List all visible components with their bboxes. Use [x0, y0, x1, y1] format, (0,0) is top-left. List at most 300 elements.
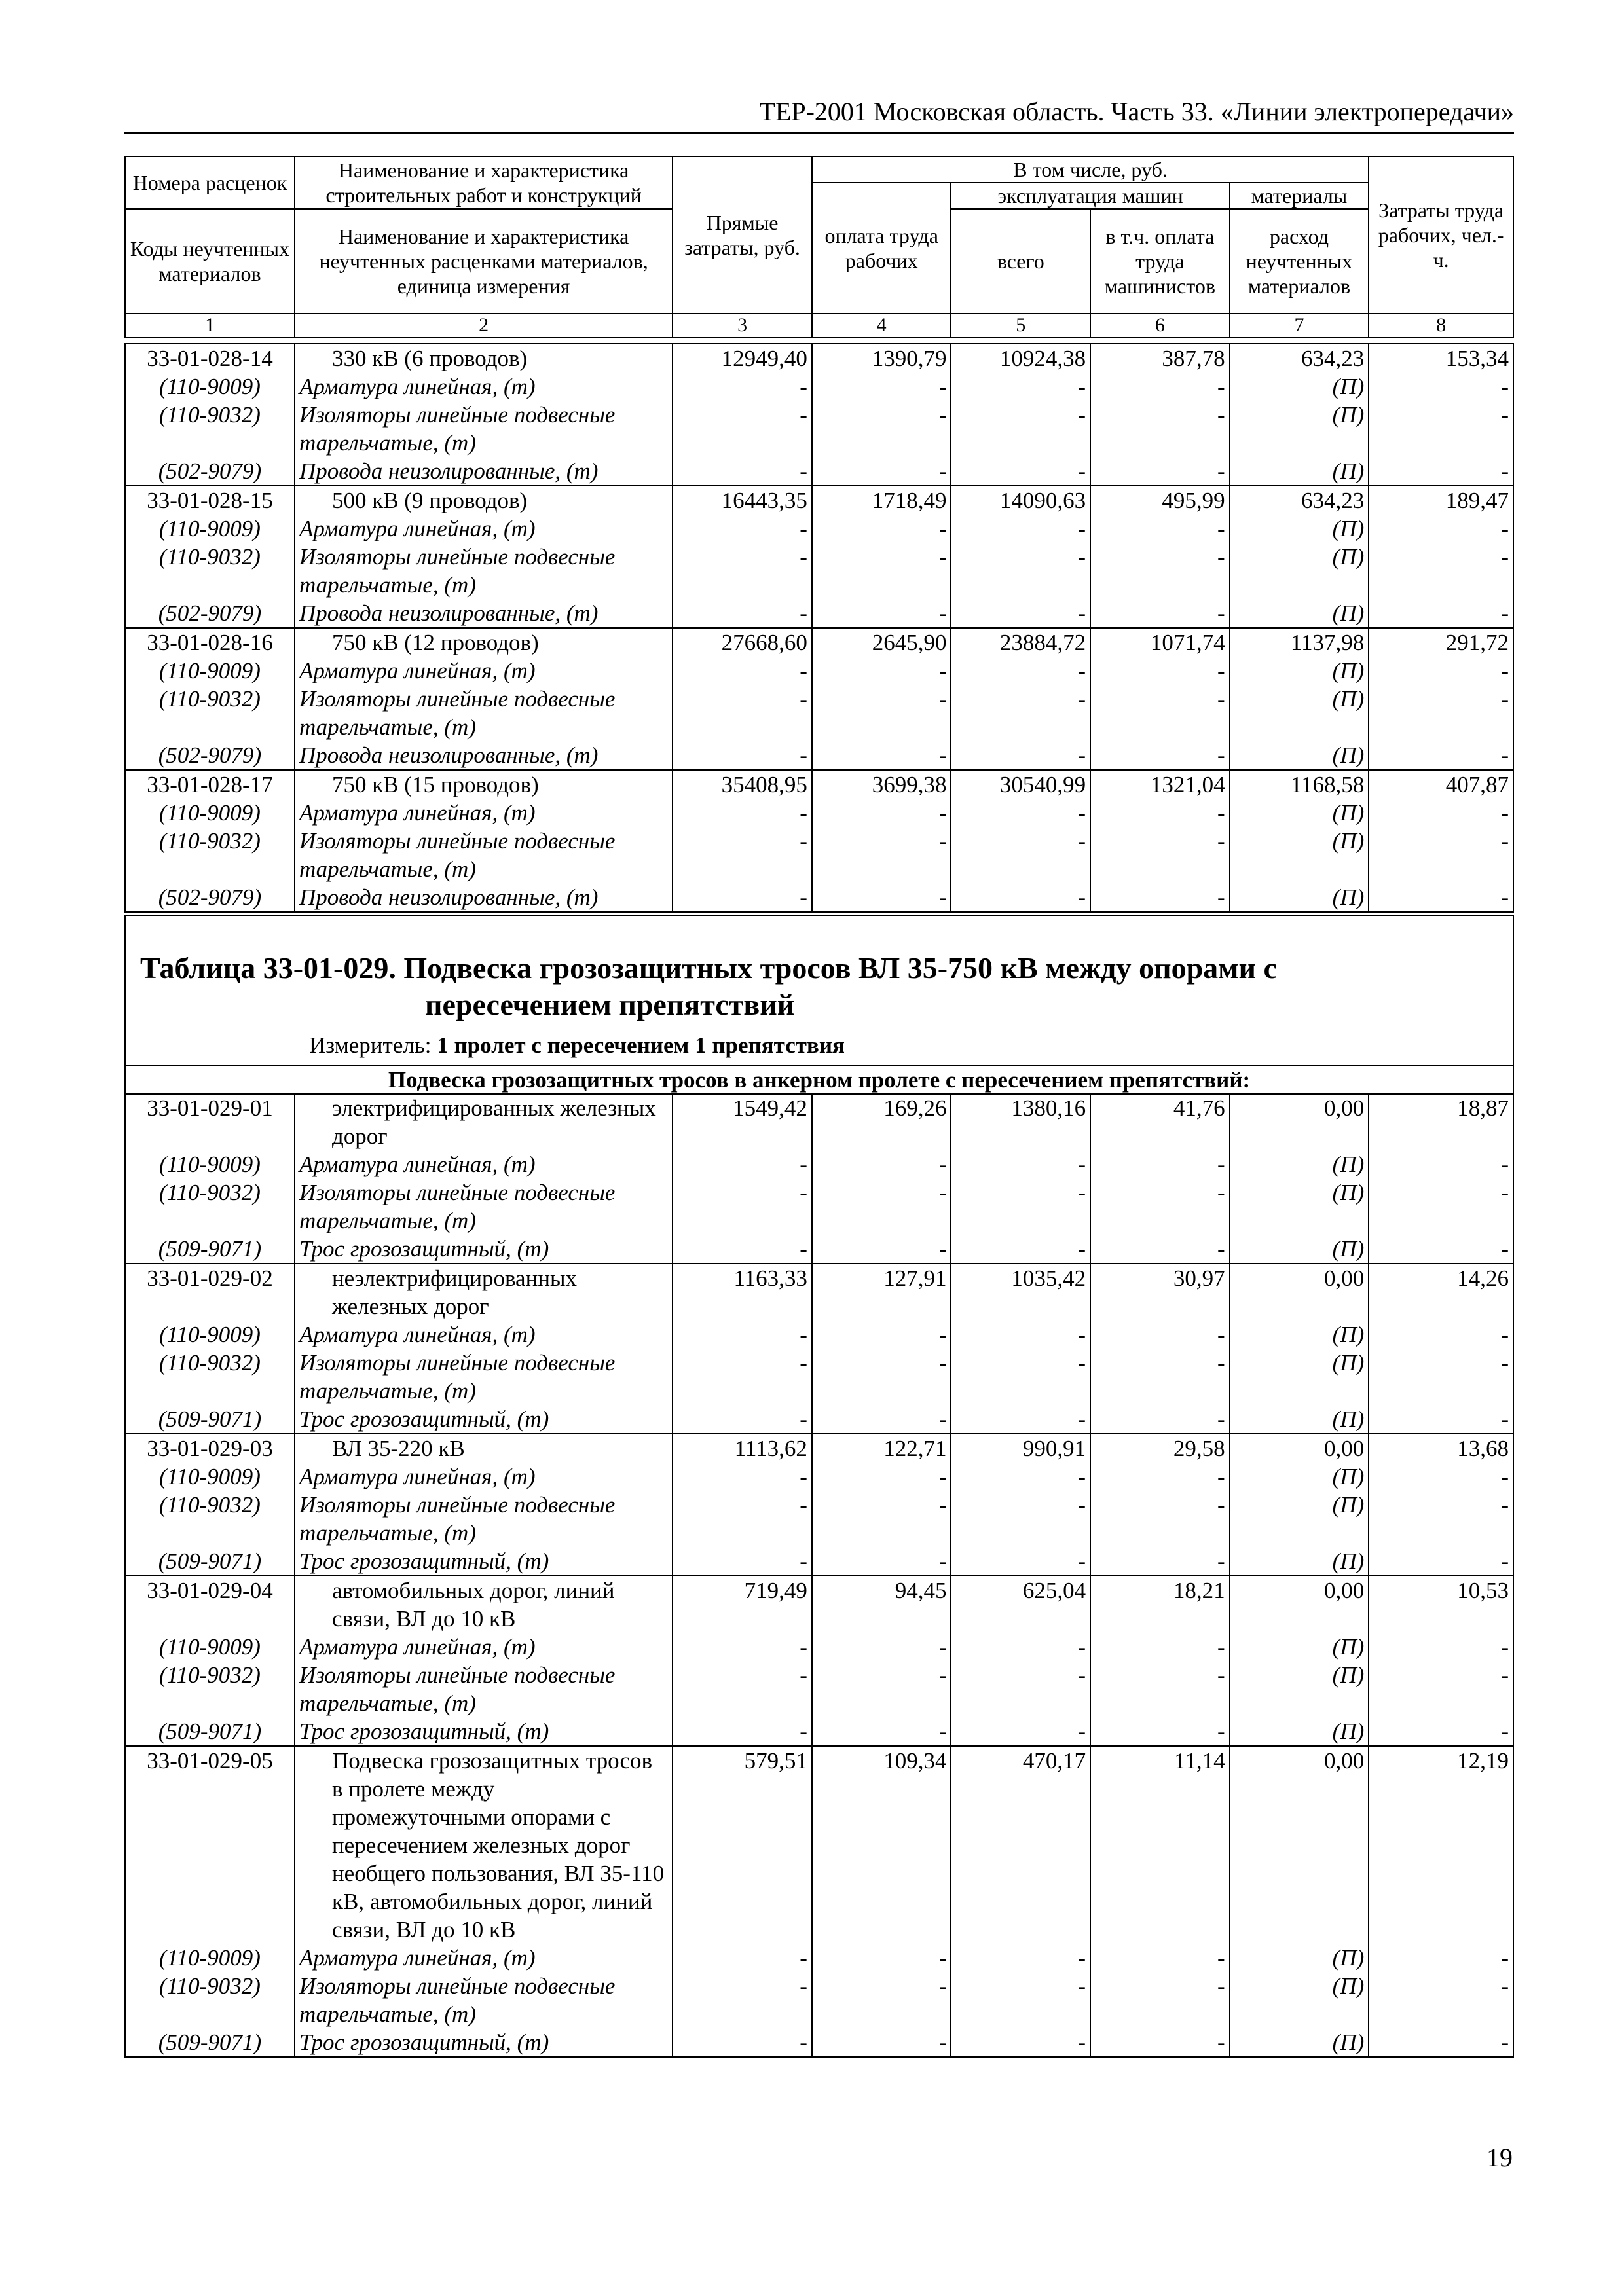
material-row [125, 799, 1513, 827]
material-dash: - [1090, 1717, 1230, 1746]
material-code: (509-9071) [125, 1717, 295, 1746]
material-dash: - [1090, 883, 1230, 912]
material-code: (502-9079) [125, 599, 295, 628]
col-header-worker-pay: оплата труда рабочих [812, 183, 951, 314]
rate-value: 127,91 [812, 1264, 951, 1321]
material-dash: - [951, 1944, 1090, 1972]
rate-value: 1137,98 [1230, 628, 1369, 657]
material-dash: - [1369, 1972, 1513, 2028]
rate-name: 330 кВ (6 проводов) [295, 344, 673, 373]
material-row [125, 457, 1513, 486]
material-name: Изоляторы линейные подвесные тарельчатые, (т) [295, 1349, 673, 1405]
material-dash: - [1090, 1491, 1230, 1547]
material-dash: - [1090, 401, 1230, 457]
material-name: Провода неизолированные, (т) [295, 599, 673, 628]
rate-value: 169,26 [812, 1093, 951, 1150]
material-row [125, 657, 1513, 685]
col-header-work-name: Наименование и характеристика строительных работ и конструкций [295, 156, 673, 209]
material-name: Арматура линейная, (т) [295, 799, 673, 827]
rate-value: 30540,99 [951, 770, 1090, 799]
material-code: (110-9032) [125, 401, 295, 457]
rate-value: 94,45 [812, 1576, 951, 1633]
material-dash: - [951, 543, 1090, 599]
material-dash: - [951, 2028, 1090, 2057]
rate-value: 29,58 [1090, 1434, 1230, 1463]
material-dash: - [1090, 373, 1230, 401]
rate-code: 33-01-028-16 [125, 628, 295, 657]
rate-name: 750 кВ (12 проводов) [295, 628, 673, 657]
material-row [125, 1178, 1513, 1235]
material-dash: - [673, 373, 812, 401]
material-dash: - [1369, 1633, 1513, 1661]
material-dash: - [812, 1633, 951, 1661]
material-dash: - [812, 515, 951, 543]
material-row [125, 2028, 1513, 2057]
material-name: Арматура линейная, (т) [295, 1463, 673, 1491]
material-unit: (П) [1230, 1150, 1369, 1178]
rate-value: 1168,58 [1230, 770, 1369, 799]
rate-row [125, 1264, 1513, 1321]
material-dash: - [812, 1463, 951, 1491]
material-dash: - [951, 401, 1090, 457]
material-code: (502-9079) [125, 457, 295, 486]
material-dash: - [812, 1405, 951, 1434]
rate-name: 750 кВ (15 проводов) [295, 770, 673, 799]
material-dash: - [951, 457, 1090, 486]
material-dash: - [812, 1972, 951, 2028]
material-dash: - [1369, 1944, 1513, 1972]
material-row [125, 1633, 1513, 1661]
material-unit: (П) [1230, 1491, 1369, 1547]
table-029-title-block [124, 915, 1514, 1066]
material-dash: - [951, 373, 1090, 401]
material-dash: - [1090, 741, 1230, 770]
material-dash: - [951, 599, 1090, 628]
material-dash: - [812, 685, 951, 741]
rate-value: 1549,42 [673, 1093, 812, 1150]
material-dash: - [1090, 2028, 1230, 2057]
material-code: (110-9032) [125, 1491, 295, 1547]
material-unit: (П) [1230, 1972, 1369, 2028]
material-code: (110-9032) [125, 1661, 295, 1717]
material-dash: - [951, 685, 1090, 741]
rate-code: 33-01-029-01 [125, 1093, 295, 1150]
material-dash: - [812, 1150, 951, 1178]
material-dash: - [1369, 1547, 1513, 1576]
material-dash: - [812, 401, 951, 457]
rates-table-028 [124, 343, 1514, 913]
material-code: (110-9032) [125, 1178, 295, 1235]
material-dash: - [812, 457, 951, 486]
rate-value: 18,87 [1369, 1093, 1513, 1150]
material-dash: - [812, 1321, 951, 1349]
material-dash: - [1090, 457, 1230, 486]
material-dash: - [673, 1491, 812, 1547]
material-dash: - [1369, 401, 1513, 457]
material-code: (110-9009) [125, 1633, 295, 1661]
rate-value: 634,23 [1230, 486, 1369, 515]
rate-name: ВЛ 35-220 кВ [295, 1434, 673, 1463]
col-header-rate-numbers: Номера расценок [125, 156, 295, 209]
material-row [125, 1349, 1513, 1405]
material-dash: - [812, 883, 951, 912]
material-dash: - [951, 1235, 1090, 1264]
material-dash: - [1369, 1491, 1513, 1547]
material-code: (509-9071) [125, 1547, 295, 1576]
rate-value: 407,87 [1369, 770, 1513, 799]
material-unit: (П) [1230, 741, 1369, 770]
material-row [125, 1972, 1513, 2028]
material-name: Арматура линейная, (т) [295, 1321, 673, 1349]
rate-value: 1380,16 [951, 1093, 1090, 1150]
material-dash: - [951, 1405, 1090, 1434]
material-row [125, 685, 1513, 741]
material-unit: (П) [1230, 457, 1369, 486]
rate-value: 10924,38 [951, 344, 1090, 373]
material-dash: - [951, 741, 1090, 770]
material-dash: - [951, 1547, 1090, 1576]
material-dash: - [1369, 741, 1513, 770]
rate-value: 122,71 [812, 1434, 951, 1463]
material-code: (502-9079) [125, 883, 295, 912]
table-029-title [140, 950, 1502, 1023]
material-dash: - [1090, 1178, 1230, 1235]
col-header-group-including: В том числе, руб. [812, 156, 1369, 183]
column-number-row [125, 314, 1513, 337]
col-header-operator-pay: в т.ч. оплата труда машинистов [1090, 209, 1230, 314]
material-dash: - [1090, 1349, 1230, 1405]
material-row [125, 1321, 1513, 1349]
rate-value: 719,49 [673, 1576, 812, 1633]
material-dash: - [1090, 685, 1230, 741]
material-dash: - [951, 1717, 1090, 1746]
material-dash: - [673, 1463, 812, 1491]
rate-value: 109,34 [812, 1746, 951, 1944]
rate-value: 1071,74 [1090, 628, 1230, 657]
material-dash: - [1369, 1235, 1513, 1264]
material-dash: - [1369, 827, 1513, 883]
rate-row [125, 770, 1513, 799]
material-dash: - [673, 1633, 812, 1661]
rate-code: 33-01-029-02 [125, 1264, 295, 1321]
material-row [125, 515, 1513, 543]
material-dash: - [812, 1717, 951, 1746]
material-row [125, 1463, 1513, 1491]
rate-value: 14090,63 [951, 486, 1090, 515]
material-dash: - [951, 1463, 1090, 1491]
material-unit: (П) [1230, 1463, 1369, 1491]
material-dash: - [951, 1349, 1090, 1405]
material-unit: (П) [1230, 883, 1369, 912]
table-029-subheader: Подвеска грозозащитных тросов в анкерном пролете с пересечением препятствий: [124, 1065, 1514, 1095]
rate-value: 0,00 [1230, 1576, 1369, 1633]
material-row [125, 1491, 1513, 1547]
material-row [125, 1717, 1513, 1746]
rate-value: 35408,95 [673, 770, 812, 799]
table-029-title-line2: пересечением препятствий [425, 988, 795, 1021]
rate-row [125, 628, 1513, 657]
material-dash: - [812, 599, 951, 628]
column-number: 8 [1369, 314, 1513, 337]
material-row [125, 1150, 1513, 1178]
material-unit: (П) [1230, 1235, 1369, 1264]
material-dash: - [1090, 1321, 1230, 1349]
rate-name: автомобильных дорог, линий связи, ВЛ до 10 кВ [295, 1576, 673, 1633]
table-029-title-line1: Таблица 33-01-029. Подвеска грозозащитных тросов ВЛ 35-750 кВ между опорами с [140, 951, 1277, 985]
material-dash: - [673, 741, 812, 770]
material-dash: - [812, 1491, 951, 1547]
material-dash: - [951, 1150, 1090, 1178]
material-code: (110-9009) [125, 373, 295, 401]
rate-value: 30,97 [1090, 1264, 1230, 1321]
material-dash: - [1369, 1321, 1513, 1349]
material-name: Изоляторы линейные подвесные тарельчатые, (т) [295, 1972, 673, 2028]
material-dash: - [673, 401, 812, 457]
material-dash: - [673, 1321, 812, 1349]
material-dash: - [673, 1547, 812, 1576]
material-dash: - [812, 741, 951, 770]
material-dash: - [812, 1178, 951, 1235]
material-dash: - [673, 1944, 812, 1972]
rate-value: 18,21 [1090, 1576, 1230, 1633]
material-dash: - [1369, 515, 1513, 543]
material-dash: - [1090, 515, 1230, 543]
col-header-machines: эксплуатация машин [951, 183, 1229, 209]
material-dash: - [1369, 883, 1513, 912]
material-name: Арматура линейная, (т) [295, 373, 673, 401]
rates-table-029 [124, 1093, 1514, 2058]
col-header-labor: Затраты труда рабочих, чел.-ч. [1369, 156, 1513, 314]
material-row [125, 1547, 1513, 1576]
measure-unit-value: 1 пролет с пересечением 1 препятствия [437, 1032, 845, 1058]
material-dash: - [951, 827, 1090, 883]
material-dash: - [951, 1972, 1090, 2028]
material-dash: - [812, 1547, 951, 1576]
rate-value: 1718,49 [812, 486, 951, 515]
rate-row [125, 486, 1513, 515]
col-header-material-usage: расход неучтенных материалов [1230, 209, 1369, 314]
material-unit: (П) [1230, 2028, 1369, 2057]
material-name: Изоляторы линейные подвесные тарельчатые, (т) [295, 685, 673, 741]
rate-row [125, 1746, 1513, 1944]
material-row [125, 373, 1513, 401]
material-name: Изоляторы линейные подвесные тарельчатые, (т) [295, 401, 673, 457]
rate-value: 16443,35 [673, 486, 812, 515]
material-dash: - [673, 799, 812, 827]
rate-value: 1113,62 [673, 1434, 812, 1463]
rate-value: 14,26 [1369, 1264, 1513, 1321]
material-dash: - [1090, 543, 1230, 599]
material-dash: - [951, 657, 1090, 685]
material-dash: - [673, 685, 812, 741]
material-dash: - [812, 543, 951, 599]
material-unit: (П) [1230, 401, 1369, 457]
material-dash: - [1369, 685, 1513, 741]
rate-value: 0,00 [1230, 1746, 1369, 1944]
material-dash: - [1369, 373, 1513, 401]
material-dash: - [673, 1349, 812, 1405]
column-number: 1 [125, 314, 295, 337]
material-dash: - [1369, 1463, 1513, 1491]
material-code: (509-9071) [125, 1405, 295, 1434]
column-number: 7 [1230, 314, 1369, 337]
rate-code: 33-01-029-03 [125, 1434, 295, 1463]
column-number: 3 [673, 314, 812, 337]
material-dash: - [1369, 1405, 1513, 1434]
material-dash: - [951, 515, 1090, 543]
rate-value: 3699,38 [812, 770, 951, 799]
material-row [125, 883, 1513, 912]
material-name: Трос грозозащитный, (т) [295, 1405, 673, 1434]
material-code: (509-9071) [125, 2028, 295, 2057]
material-dash: - [812, 1944, 951, 1972]
material-unit: (П) [1230, 373, 1369, 401]
column-number: 4 [812, 314, 951, 337]
material-row [125, 1235, 1513, 1264]
material-code: (110-9009) [125, 1150, 295, 1178]
material-dash: - [812, 827, 951, 883]
material-dash: - [673, 1178, 812, 1235]
material-dash: - [1090, 1972, 1230, 2028]
material-code: (110-9032) [125, 1972, 295, 2028]
material-code: (110-9009) [125, 657, 295, 685]
material-name: Провода неизолированные, (т) [295, 883, 673, 912]
measure-unit-label: Измеритель: [309, 1032, 432, 1058]
material-dash: - [673, 457, 812, 486]
material-name: Арматура линейная, (т) [295, 1944, 673, 1972]
col-header-direct-costs: Прямые затраты, руб. [673, 156, 812, 314]
material-dash: - [1090, 827, 1230, 883]
material-dash: - [1369, 1150, 1513, 1178]
material-row [125, 1944, 1513, 1972]
rate-value: 189,47 [1369, 486, 1513, 515]
material-dash: - [673, 2028, 812, 2057]
rate-value: 2645,90 [812, 628, 951, 657]
material-unit: (П) [1230, 1717, 1369, 1746]
material-code: (110-9032) [125, 685, 295, 741]
material-name: Трос грозозащитный, (т) [295, 1235, 673, 1264]
material-code: (110-9009) [125, 1944, 295, 1972]
rate-code: 33-01-029-04 [125, 1576, 295, 1633]
material-dash: - [1369, 1349, 1513, 1405]
material-dash: - [1090, 1235, 1230, 1264]
material-dash: - [673, 1717, 812, 1746]
rate-row [125, 1093, 1513, 1150]
rate-value: 23884,72 [951, 628, 1090, 657]
rate-name: 500 кВ (9 проводов) [295, 486, 673, 515]
rate-row [125, 344, 1513, 373]
col-header-machines-total: всего [951, 209, 1090, 314]
material-dash: - [1090, 1405, 1230, 1434]
rate-value: 634,23 [1230, 344, 1369, 373]
rate-value: 495,99 [1090, 486, 1230, 515]
column-number: 5 [951, 314, 1090, 337]
material-dash: - [1369, 799, 1513, 827]
material-name: Трос грозозащитный, (т) [295, 1717, 673, 1746]
material-row [125, 401, 1513, 457]
material-name: Трос грозозащитный, (т) [295, 1547, 673, 1576]
material-row [125, 1661, 1513, 1717]
material-unit: (П) [1230, 1944, 1369, 1972]
material-dash: - [951, 799, 1090, 827]
rate-value: 291,72 [1369, 628, 1513, 657]
material-dash: - [951, 1178, 1090, 1235]
material-dash: - [673, 1661, 812, 1717]
material-dash: - [1090, 1944, 1230, 1972]
rate-code: 33-01-028-14 [125, 344, 295, 373]
material-dash: - [812, 657, 951, 685]
rate-value: 579,51 [673, 1746, 812, 1944]
material-dash: - [1090, 1661, 1230, 1717]
material-name: Трос грозозащитный, (т) [295, 2028, 673, 2057]
rate-value: 12949,40 [673, 344, 812, 373]
material-code: (110-9009) [125, 1463, 295, 1491]
rate-value: 11,14 [1090, 1746, 1230, 1944]
rate-value: 153,34 [1369, 344, 1513, 373]
material-code: (110-9009) [125, 1321, 295, 1349]
material-unit: (П) [1230, 1349, 1369, 1405]
rate-row [125, 1434, 1513, 1463]
rate-code: 33-01-029-05 [125, 1746, 295, 1944]
material-dash: - [812, 2028, 951, 2057]
material-dash: - [1369, 1661, 1513, 1717]
material-unit: (П) [1230, 1547, 1369, 1576]
material-code: (110-9032) [125, 827, 295, 883]
material-dash: - [1369, 457, 1513, 486]
material-name: Изоляторы линейные подвесные тарельчатые, (т) [295, 1661, 673, 1717]
material-dash: - [812, 1349, 951, 1405]
material-dash: - [951, 1491, 1090, 1547]
material-dash: - [1090, 1547, 1230, 1576]
material-name: Провода неизолированные, (т) [295, 741, 673, 770]
material-dash: - [673, 599, 812, 628]
material-row [125, 1405, 1513, 1434]
rate-name: Подвеска грозозащитных тросов в пролете между промежуточными опорами с пересечением железных дорог необщего пользования, ВЛ 35-110 кВ, автомобильных дорог, линий связи, ВЛ до 10 кВ [295, 1746, 673, 1944]
rate-value: 1035,42 [951, 1264, 1090, 1321]
material-dash: - [812, 1235, 951, 1264]
material-row [125, 599, 1513, 628]
column-number: 2 [295, 314, 673, 337]
material-dash: - [812, 1661, 951, 1717]
material-row [125, 827, 1513, 883]
material-name: Арматура линейная, (т) [295, 657, 673, 685]
rate-value: 13,68 [1369, 1434, 1513, 1463]
material-name: Арматура линейная, (т) [295, 1633, 673, 1661]
material-dash: - [812, 799, 951, 827]
material-unit: (П) [1230, 685, 1369, 741]
material-name: Арматура линейная, (т) [295, 1150, 673, 1178]
material-unit: (П) [1230, 799, 1369, 827]
page-header-title: ТЕР-2001 Московская область. Часть 33. «Линии электропередачи» [759, 97, 1514, 126]
material-dash: - [1369, 543, 1513, 599]
material-dash: - [673, 1972, 812, 2028]
rate-code: 33-01-028-17 [125, 770, 295, 799]
material-dash: - [673, 1235, 812, 1264]
material-unit: (П) [1230, 543, 1369, 599]
material-unit: (П) [1230, 1405, 1369, 1434]
material-dash: - [1090, 1633, 1230, 1661]
rate-code: 33-01-028-15 [125, 486, 295, 515]
material-dash: - [673, 515, 812, 543]
rate-value: 0,00 [1230, 1264, 1369, 1321]
rate-value: 470,17 [951, 1746, 1090, 1944]
column-number: 6 [1090, 314, 1230, 337]
material-dash: - [1090, 599, 1230, 628]
measure-unit [309, 1031, 845, 1060]
material-unit: (П) [1230, 599, 1369, 628]
rate-value: 387,78 [1090, 344, 1230, 373]
rate-name: электрифицированных железных дорог [295, 1093, 673, 1150]
